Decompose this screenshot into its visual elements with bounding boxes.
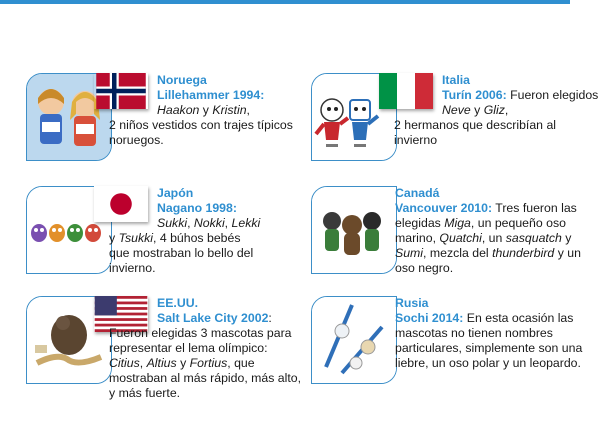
text-fragment: y [109,231,119,245]
entry-russia [311,296,601,401]
mascot-name: Neve [442,103,471,117]
text-fragment: y [561,231,572,245]
mascot-name: Altius [146,356,177,370]
mascot-name: Kristin [212,103,247,117]
top-accent-bar [0,0,570,4]
mascot-name: sasquatch [505,231,562,245]
mascot-name: Miga [444,216,471,230]
mascot-name: Citius [109,356,140,370]
mascot-name: Sukki [157,216,188,230]
mascot-image-canada [311,186,397,274]
country-title: Rusia [395,296,429,310]
entry-text-italy [394,73,614,148]
mascot-name: Tsukki [118,231,153,245]
venue-title: Nagano 1998: [157,201,237,215]
entry-italy [311,73,601,178]
text-line [109,246,299,276]
venue-title: Salt Lake City 2002 [157,311,269,325]
country-title: Canadá [395,186,440,200]
text-fragment: , mezcla del [423,246,493,260]
description: 2 niños vestidos con trajes típicos noruegos. [109,118,293,147]
country-title: Noruega [157,73,207,87]
text-fragment: y [199,103,213,117]
mascot-name: Lekki [231,216,261,230]
entry-text-canada [395,186,600,276]
venue-title: Lillehammer 1994: [157,88,265,102]
text-fragment: , 4 búhos bebés [152,231,241,245]
text-fragment: , [504,103,509,117]
mascot-name: Haakon [157,103,200,117]
venue-title: Turín 2006: [442,88,507,102]
text-line [442,103,614,118]
mascot-name: thunderbird [492,246,555,260]
country-title: EE.UU. [157,296,198,310]
country-title: Japón [157,186,194,200]
text-fragment: , [246,103,250,117]
mascot-name: Fortius [189,356,228,370]
entry-norway [26,73,316,178]
entry-text-russia [395,296,600,371]
text-line [109,326,304,401]
entry-usa [26,296,316,401]
text-fragment: y [470,103,484,117]
mascot-name: Nokki [193,216,225,230]
description: que mostraban lo bello del invierno. [109,246,254,275]
description: En esta ocasión las mascotas no tienen nombres particulares, simplemente son una liebre, un oso polar y un leopardo. [395,311,583,370]
entry-japan [26,186,316,291]
venue-title: Vancouver 2010: [395,201,493,215]
text-fragment: y [176,356,190,370]
text-fragment: , un [481,231,506,245]
country-title: Italia [442,73,471,87]
norway-flag [94,73,148,109]
text-fragment: Tres fueron las elegidas [395,201,577,230]
mascot-image-russia [311,296,397,384]
mascot-name: Quatchi [439,231,482,245]
japan-flag [94,186,148,222]
text-fragment: , que mostraban al más rápido, más alto, y más fuerte. [109,356,302,400]
text-fragment: : [268,311,272,325]
mascot-name: Gliz [483,103,505,117]
text-fragment: Fueron elegidos [506,88,599,102]
text-fragment: y un oso negro. [395,246,581,275]
text-fragment: , [139,356,147,370]
italy-flag [379,73,433,109]
mascot-name: Sumi [395,246,424,260]
text-fragment: , un pequeño oso marino, [395,216,566,245]
text-line [394,118,594,148]
description: 2 hermanos que describían al invierno [394,118,557,147]
text-line [395,311,600,371]
text-fragment: , [187,216,194,230]
text-fragment: Fueron elegidas 3 mascotas para representar el lema olímpico: [109,326,292,355]
venue-title: Sochi 2014: [395,311,464,325]
text-fragment: , [224,216,232,230]
text-line [395,201,600,276]
entry-canada [311,186,601,291]
